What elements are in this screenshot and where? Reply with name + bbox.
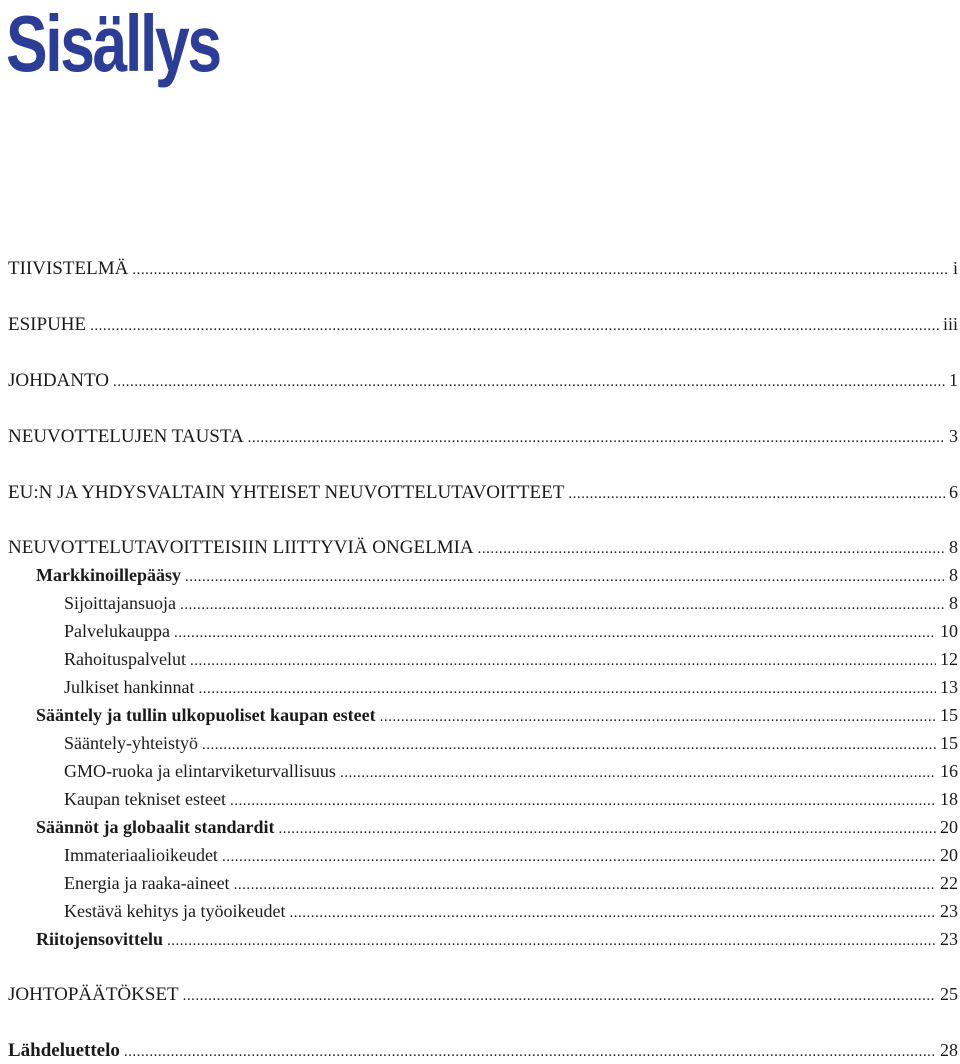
toc-entry-title: GMO-ruoka ja elintarviketurvallisuus xyxy=(64,761,336,781)
toc-dot-leader xyxy=(124,1044,936,1061)
toc-dot-leader xyxy=(568,486,945,503)
toc-page-number: 15 xyxy=(940,705,958,725)
toc-entry-saantely-yhteistyo[interactable] xyxy=(64,733,960,757)
page-title: Sisällys xyxy=(6,0,220,88)
toc-page-number: iii xyxy=(942,314,958,334)
toc-dot-leader xyxy=(132,262,949,279)
toc-entry-title: JOHTOPÄÄTÖKSET xyxy=(8,984,179,1005)
toc-entry-title: NEUVOTTELUJEN TAUSTA xyxy=(8,426,244,447)
toc-page-number: 13 xyxy=(940,677,958,697)
toc-entry-kaupan-tekniset-esteet[interactable] xyxy=(64,789,960,813)
toc-page-number: 22 xyxy=(940,873,958,893)
toc-dot-leader xyxy=(248,430,945,447)
toc-page-number: 25 xyxy=(940,984,958,1004)
toc-page-number: 16 xyxy=(940,761,958,781)
toc-entry-title: TIIVISTELMÄ xyxy=(8,258,129,279)
toc-dot-leader xyxy=(478,541,945,558)
toc-page-number: 20 xyxy=(940,817,958,837)
toc-page-number: 12 xyxy=(940,649,958,669)
toc-page-number: 18 xyxy=(940,789,958,809)
toc-entry-title: Immateriaalioikeudet xyxy=(64,845,218,865)
toc-dot-leader xyxy=(279,821,936,838)
toc-entry-lahdeluettelo[interactable] xyxy=(8,1040,960,1064)
toc-dot-leader xyxy=(230,793,936,810)
toc-page-number: 23 xyxy=(940,901,958,921)
toc-entry-palvelukauppa[interactable] xyxy=(64,621,960,645)
toc-entry-neuvottelujen-tausta[interactable] xyxy=(8,426,960,450)
toc-entry-gmo-ruoka[interactable] xyxy=(64,761,960,785)
toc-page-number: 8 xyxy=(949,565,958,585)
toc-entry-johtopaatokset[interactable] xyxy=(8,984,960,1008)
toc-entry-rahoituspalvelut[interactable] xyxy=(64,649,960,673)
toc-dot-leader xyxy=(180,597,945,614)
toc-entry-title: Riitojensovittelu xyxy=(36,929,163,949)
toc-dot-leader xyxy=(222,849,936,866)
toc-entry-title: Energia ja raaka-aineet xyxy=(64,873,230,893)
toc-page-number: 1 xyxy=(949,370,958,390)
toc-entry-title: Kaupan tekniset esteet xyxy=(64,789,226,809)
toc-dot-leader xyxy=(183,988,936,1005)
toc-dot-leader xyxy=(202,737,936,754)
toc-entry-title: Julkiset hankinnat xyxy=(64,677,195,697)
toc-page-number: i xyxy=(952,258,958,278)
toc-entry-ongelmia[interactable] xyxy=(8,537,960,561)
toc-entry-markkinoillepaasy[interactable] xyxy=(36,565,960,589)
toc-entry-tiivistelma[interactable] xyxy=(8,258,960,282)
toc-entry-riitojensovittelu[interactable] xyxy=(36,929,960,953)
toc-entry-title: Säännöt ja globaalit standardit xyxy=(36,817,275,837)
toc-entry-yhteiset-neuvottelutavoitteet[interactable] xyxy=(8,482,960,506)
toc-page-number: 8 xyxy=(949,537,958,557)
toc-entry-saannot-ja-standardit[interactable] xyxy=(36,817,960,841)
toc-dot-leader xyxy=(113,374,945,391)
toc-entry-title: Sijoittajansuoja xyxy=(64,593,176,613)
toc-entry-kestava-kehitys[interactable] xyxy=(64,901,960,925)
toc-page-number: 10 xyxy=(940,621,958,641)
toc-entry-title: NEUVOTTELUTAVOITTEISIIN LIITTYVIÄ ONGELMIA xyxy=(8,537,474,558)
toc-dot-leader xyxy=(167,933,936,950)
toc-entry-title: Palvelukauppa xyxy=(64,621,170,641)
toc-page-number: 23 xyxy=(940,929,958,949)
toc-entry-title: Sääntely ja tullin ulkopuoliset kaupan esteet xyxy=(36,705,376,725)
toc-entry-title: Rahoituspalvelut xyxy=(64,649,186,669)
toc-page-number: 15 xyxy=(940,733,958,753)
toc-entry-immateriaalioikeudet[interactable] xyxy=(64,845,960,869)
toc-entry-title: Sääntely-yhteistyö xyxy=(64,733,198,753)
toc-dot-leader xyxy=(90,318,939,335)
toc-entry-title: JOHDANTO xyxy=(8,370,109,391)
toc-entry-title: Markkinoillepääsy xyxy=(36,565,182,585)
toc-dot-leader xyxy=(234,877,936,894)
toc-dot-leader xyxy=(190,653,936,670)
toc-dot-leader xyxy=(174,625,936,642)
toc-dot-leader xyxy=(340,765,936,782)
toc-entry-title: ESIPUHE xyxy=(8,314,87,335)
toc-dot-leader xyxy=(380,709,936,726)
toc-entry-title: Kestävä kehitys ja työoikeudet xyxy=(64,901,286,921)
toc-page-number: 28 xyxy=(940,1040,958,1060)
toc-entry-title: Lähdeluettelo xyxy=(8,1040,120,1061)
toc-dot-leader xyxy=(289,905,936,922)
toc-page-number: 8 xyxy=(949,593,958,613)
toc-entry-saantely-ja-tullin[interactable] xyxy=(36,705,960,729)
toc-page-number: 6 xyxy=(949,482,958,502)
toc-entry-esipuhe[interactable] xyxy=(8,314,960,338)
toc-page-number: 3 xyxy=(949,426,958,446)
toc-entry-sijoittajansuoja[interactable] xyxy=(64,593,960,617)
toc-entry-julkiset-hankinnat[interactable] xyxy=(64,677,960,701)
toc-entry-johdanto[interactable] xyxy=(8,370,960,394)
toc-dot-leader xyxy=(185,569,945,586)
toc-entry-energia-ja-raaka-aineet[interactable] xyxy=(64,873,960,897)
toc-page-number: 20 xyxy=(940,845,958,865)
toc-entry-title: EU:N JA YHDYSVALTAIN YHTEISET NEUVOTTELUTAVOITTEET xyxy=(8,482,565,503)
toc-dot-leader xyxy=(198,681,936,698)
